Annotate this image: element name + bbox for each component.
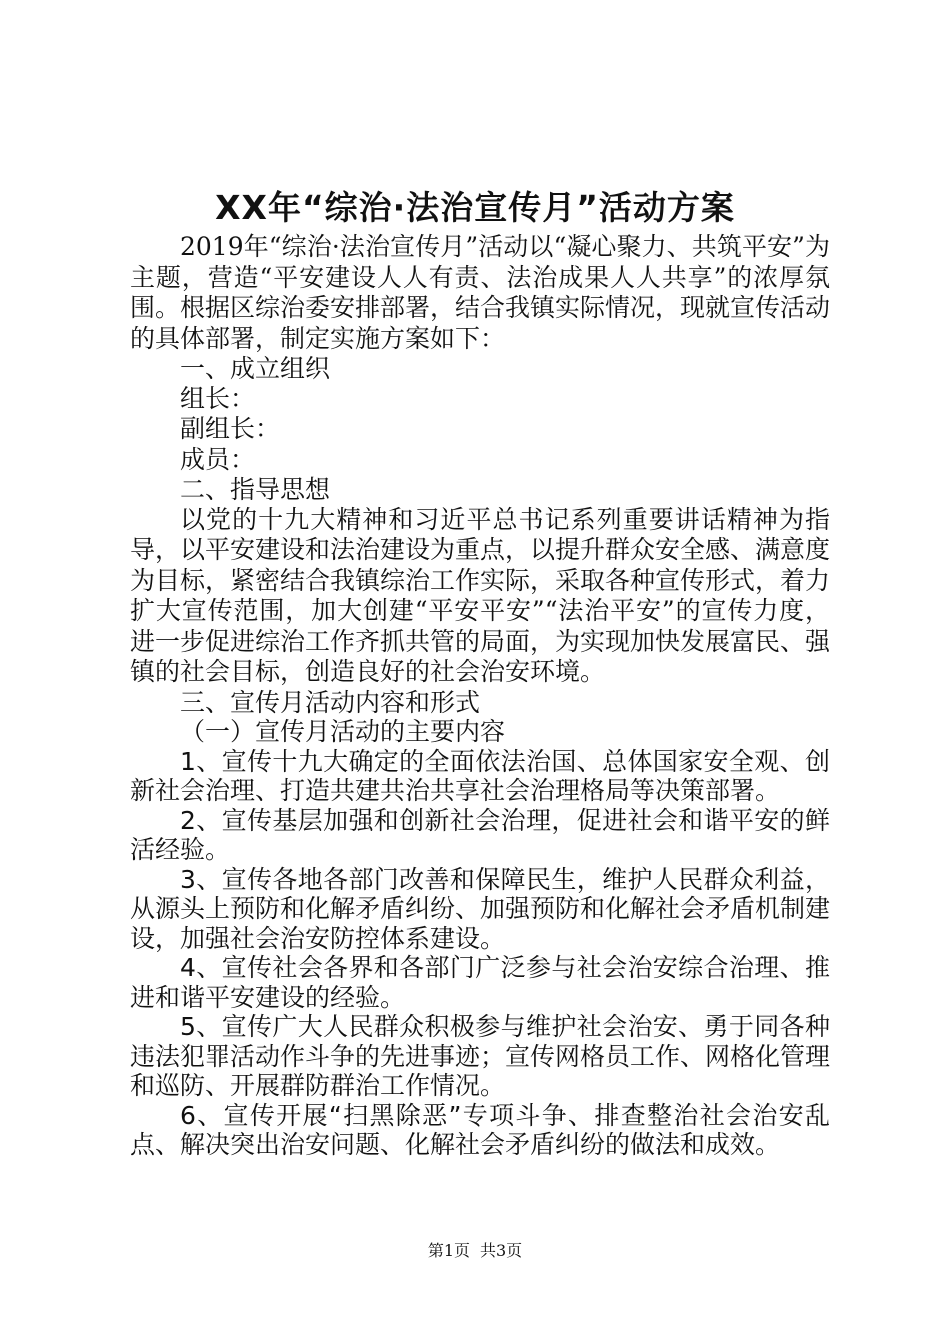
content-item-3: 3、宣传各地各部门改善和保障民生，维护人民群众利益，从源头上预防和化解矛盾纠纷、加强预防和化解社会矛盾机制建设，加强社会治安防控体系建设。 [130,864,831,953]
content-item-4: 4、宣传社会各界和各部门广泛参与社会治安综合治理、推进和谐平安建设的经验。 [130,953,830,1012]
members-line: 成员： [180,444,256,474]
intro-paragraph: 2019年“综治·法治宣传月”活动以“凝心聚力、共筑平安”为主题，营造“平安建设人人有责、法治成果人人共享”的浓厚氛围。根据区综治委安排部署，结合我镇实际情况，现就宣传活动的具体部署，制定实施方案如下： [130,232,831,353]
content-item-1: 1、宣传十九大确定的全面依法治国、总体国家安全观、创新社会治理、打造共建共治共享社会治理格局等决策部署。 [130,746,830,805]
page-total: 共3页 [480,1241,523,1260]
content-item-6: 6、宣传开展“扫黑除恶”专项斗争、排查整治社会治安乱点、解决突出治安问题、化解社会矛盾纠纷的做法和成效。 [130,1100,830,1159]
guidance-paragraph: 以党的十九大精神和习近平总书记系列重要讲话精神为指导，以平安建设和法治建设为重点，以提升群众安全感、满意度为目标，紧密结合我镇综治工作实际，采取各种宣传形式，着力扩大宣传范围，加大创建“平安平安”“法治平安”的宣传力度，进一步促进综治工作齐抓共管的局面，为实现加快发展富民、强镇的社会目标，创造良好的社会治安环境。 [130,504,831,686]
document-body [130,232,830,1160]
section-heading-content: 三、宣传月活动内容和形式 [180,687,481,717]
section-heading-organization: 一、成立组织 [180,354,331,383]
section-heading-guidance: 二、指导思想 [180,475,331,504]
deputy-leader-line: 副组长： [180,414,281,443]
content-item-5: 5、宣传广大人民群众积极参与维护社会治安、勇于同各种违法犯罪活动作斗争的先进事迹；宣传网格员工作、网格化管理和巡防、开展群防群治工作情况。 [130,1012,831,1100]
content-item-2: 2、宣传基层加强和创新社会治理，促进社会和谐平安的鲜活经验。 [130,805,830,864]
document-title: XX年“综治·法治宣传月”活动方案 [215,188,735,227]
page-number: 第1页 [427,1241,470,1260]
page-footer [0,1240,950,1262]
group-leader-line: 组长： [180,383,256,413]
subsection-heading-main-content: （一）宣传月活动的主要内容 [180,717,506,746]
